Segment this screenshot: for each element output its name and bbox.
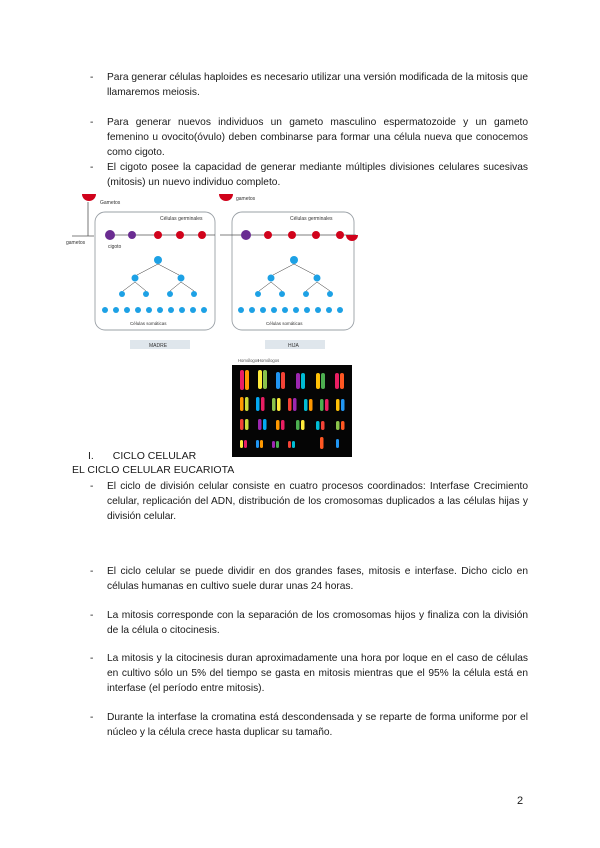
- karyo-label-1: Homólogos: [238, 358, 260, 363]
- label-cigoto: cigoto: [108, 244, 122, 250]
- label-germinales-left: Células germinales: [160, 216, 203, 222]
- bullet-text: Durante la interfase la cromatina está descondensada y se reparte de forma uniforme por el núcleo y la célula crece hasta duplicar su tamaño.: [107, 712, 528, 738]
- germline-diagram: [60, 192, 360, 352]
- tag-hija-text: HIJA: [288, 343, 299, 349]
- bullet-text: El cigoto posee la capacidad de generar mediante múltiples divisiones celulares sucesivas (mitosis) un nuevo individuo completo.: [107, 162, 528, 188]
- gamete-icon-left: [82, 194, 96, 201]
- germ-cells-right: [220, 230, 356, 240]
- gamete-icon-edge: [346, 235, 358, 241]
- bullet-meiosis: - Para generar células haploides es necesario utilizar una versión modificada de la mitosis que llamaremos meiosis.: [90, 72, 528, 98]
- bullet-text: Para generar células haploides es necesario utilizar una versión modificada de la mitosis que llamaremos meiosis.: [107, 72, 528, 98]
- bullet-interfase: - Durante la interfase la cromatina está descondensada y se reparte de forma uniforme por el núcleo y la célula crece hasta duplicar su tamaño.: [90, 712, 528, 738]
- karyo-label-2: Homólogos: [258, 358, 280, 363]
- bullet-text: Para generar nuevos individuos un gameto masculino espermatozoide y un gameto femenino u ovocito(óvulo) deben combinarse para formar una célula nueva que conocemos como cigoto.: [107, 117, 528, 158]
- section-numeral: I.: [88, 450, 94, 462]
- gamete-icon-right: [219, 194, 233, 201]
- page-number: 2: [517, 795, 524, 807]
- karyotype-image: [232, 357, 352, 457]
- bullet-ciclo: - El ciclo de división celular consiste en cuatro procesos coordinados: Interfase Crecimiento celular, replicación del ADN, distribución de los cromosomas duplicados a las células hijas y división celular.: [90, 481, 528, 522]
- label-gametos-left: Gametos: [100, 200, 121, 206]
- bullet-mitosis: - La mitosis corresponde con la separación de los cromosomas hijos y finaliza con la división de la célula o citocinesis.: [90, 610, 528, 636]
- bullet-text: El ciclo celular se puede dividir en dos grandes fases, mitosis e interfase. Dicho ciclo en células humanas en cultivo suele durar unas 24 horas.: [107, 566, 528, 592]
- section-title: CICLO CELULAR: [112, 450, 197, 462]
- bullet-cigoto: - El cigoto posee la capacidad de generar mediante múltiples divisiones celulares sucesivas (mitosis) un nuevo individuo completo.: [90, 162, 528, 188]
- label-germinales-right: Células germinales: [290, 216, 333, 222]
- bullet-citocinesis: - La mitosis y la citocinesis duran aproximadamente una hora por loque en el caso de células en cultivo sólo un 5% del tiempo se gasta en mitosis mientras que el 95% la célula está en interfase (el período entre mitosis).: [90, 653, 528, 694]
- bullet-text: El ciclo de división celular consiste en cuatro procesos coordinados: Interfase Crecimiento celular, replicación del ADN, distribución de los cromosomas duplicados a las células hijas y división celular.: [107, 481, 528, 522]
- label-somaticas-left: Células somáticas: [130, 321, 167, 326]
- bullet-text: La mitosis y la citocinesis duran aproximadamente una hora por loque en el caso de células en cultivo sólo un 5% del tiempo se gasta en mitosis mientras que el 95% la célula está en interfase (el período entre mitosis).: [107, 653, 528, 694]
- panel-madre: [95, 212, 215, 330]
- tag-madre-text: MADRE: [149, 343, 168, 349]
- somatic-tree-left: [102, 256, 207, 313]
- bullet-text: La mitosis corresponde con la separación de los cromosomas hijos y finaliza con la división de la célula o citocinesis.: [107, 610, 528, 636]
- bullet-gametos: - Para generar nuevos individuos un gameto masculino espermatozoide y un gameto femenino u ovocito(óvulo) deben combinarse para formar una célula nueva que conocemos como cigoto.: [90, 117, 528, 158]
- label-somaticas-right: Células somáticas: [266, 321, 303, 326]
- somatic-tree-right: [238, 256, 343, 313]
- label-gametos-right: gametos: [236, 196, 256, 202]
- germ-cells-left: [105, 230, 215, 240]
- section-heading: [88, 449, 196, 463]
- subheading: EL CICLO CELULAR EUCARIOTA: [72, 464, 235, 476]
- bullet-fases: - El ciclo celular se puede dividir en dos grandes fases, mitosis e interfase. Dicho ciclo en células humanas en cultivo suele durar unas 24 horas.: [90, 566, 528, 592]
- label-gametos-side: gametos: [66, 240, 86, 246]
